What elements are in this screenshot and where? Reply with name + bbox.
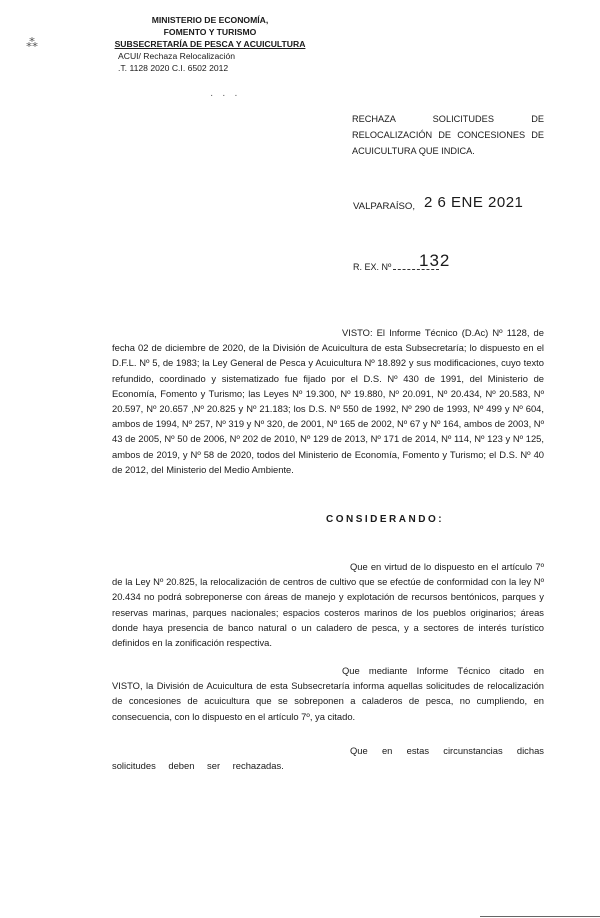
document-subject: RECHAZA SOLICITUDES DE RELOCALIZACIÓN DE CONCESIONES DE ACUICULTURA QUE INDICA. <box>352 114 544 156</box>
scan-marks: · · · <box>210 90 241 101</box>
subsecretary-name: SUBSECRETARÍA DE PESCA Y ACUICULTURA <box>114 39 306 49</box>
considerando-paragraph-3: Que en estas circunstancias dichas solicitudes deben ser rechazadas. <box>112 745 544 772</box>
ministry-name-2: FOMENTO Y TURISMO <box>163 27 257 37</box>
visto-paragraph: VISTO: El Informe Técnico (D.Ac) Nº 1128, de fecha 02 de diciembre de 2020, de la División de Acuicultura de esta Subsecretaría; lo dispuesto en el D.F.L. Nº 5, de 1983; la Ley General de Pesca y Acuicultura Nº 18.892 y sus modificaciones, cuyo texto refundido, coordinado y sistematizado fue fijado por el D.S. Nº 430 de 1991, del Ministerio de Economía, Fomento y Turismo; las Leyes Nº 19.300, Nº 19.880, Nº 20.091, Nº 20.434, Nº 20.583, Nº 20.597, Nº 20.657 ,Nº 20.825 y Nº 21.183; los D.S. Nº 550 de 1992, Nº 290 de 1993, Nº 499 y Nº 604, ambos de 1994, Nº 257, Nº 319 y Nº 320, de 2001, Nº 165 de 2002, Nº 67 y Nº 164, ambos de 2003, Nº 43 de 2005, Nº 50 de 2006, Nº 202 de 2010, Nº 129 de 2013, Nº 171 de 2014, Nº 114, Nº 123 y Nº 125, ambos de 2019, y Nº 58 de 2020, todos del Ministerio de Economía, Fomento y Turismo; el D.S. Nº 40 de 2012, del Ministerio del Medio Ambiente. <box>112 327 544 475</box>
resolution-number: 132 <box>419 251 451 270</box>
reference-line: ACUI/ Rechaza Relocalización <box>118 51 236 61</box>
footer-rule <box>480 916 600 917</box>
date-stamp: 2 6 ENE 2021 <box>424 194 524 211</box>
ministry-name: MINISTERIO DE ECONOMÍA, <box>151 15 269 25</box>
seal-icon: ⁂ <box>26 36 38 50</box>
place-label: VALPARAÍSO, <box>353 201 416 212</box>
considerando-paragraph-1: Que en virtud de lo dispuesto en el artículo 7º de la Ley Nº 20.825, la relocalización de centros de cultivo que se efectúe de conformidad con la ley Nº 20.434 no podrá sobreponerse con áreas de manejo y explotación de recursos bentónicos, parques y reservas marinas, parques nacionales; espacios costeros marinos de los pueblos originarios; áreas donde haya presencia de banco natural o un caladero de pesca, y a sectores de interés turístico definidos en la zonificación respectiva. <box>112 561 544 649</box>
considerando-paragraph-2: Que mediante Informe Técnico citado en VISTO, la División de Acuicultura de esta Subsecretaría informa aquellas solicitudes de relocalización de concesiones de acuicultura que se sobreponen a caladeros de pesca, no cumpliendo, en consecuencia, con lo dispuesto en el artículo 7º, ya citado. <box>112 665 544 722</box>
reference-line-2: .T. 1128 2020 C.I. 6502 2012 <box>118 63 229 73</box>
letterhead <box>100 14 320 74</box>
resolution-label-text: R. EX. Nº <box>353 262 392 272</box>
considerando-heading: CONSIDERANDO: <box>326 514 445 525</box>
